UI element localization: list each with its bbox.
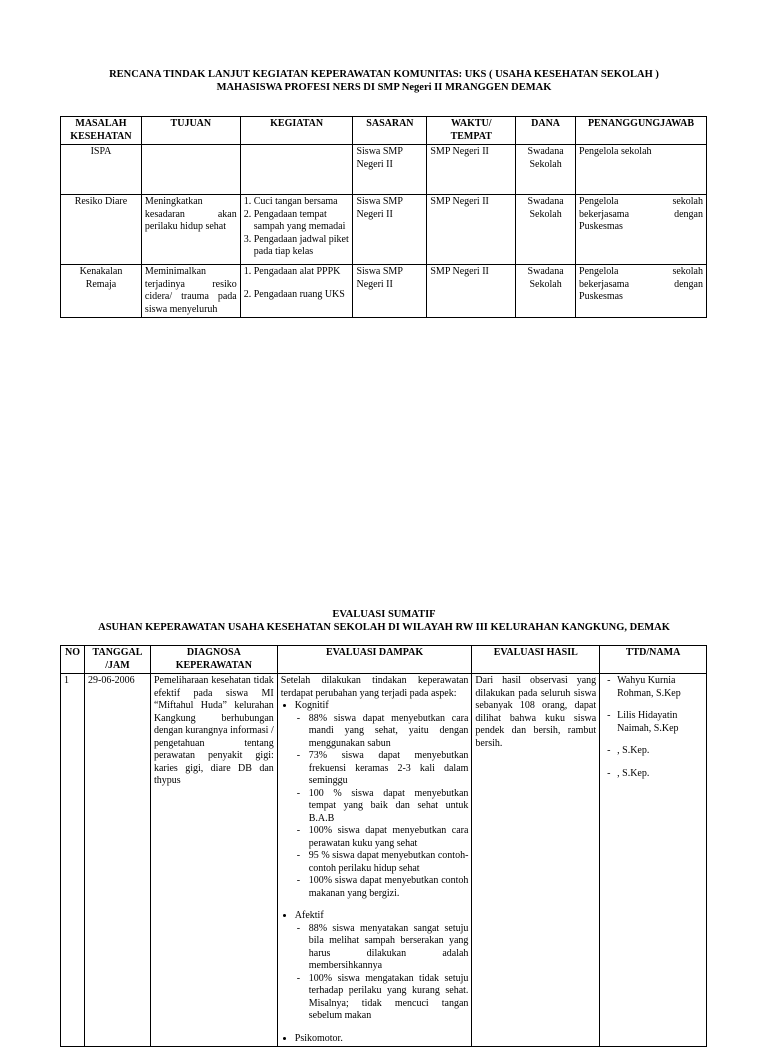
cell-evaluasi-hasil: Dari hasil observasi yang dilakukan pada seluruh siswa sebanyak 108 orang, dapat dilihat bahwa kuku siswa pendek dan bersih, rambut bersih. bbox=[472, 674, 600, 1047]
list-item: - 100 % siswa dapat menyebutkan tempat yang baik dan sehat untuk B.A.B bbox=[309, 788, 469, 826]
list-item: 3. Pengadaan jadwal piket pada tiap kelas bbox=[254, 234, 350, 259]
spacer bbox=[295, 900, 469, 910]
evaluation-table bbox=[60, 645, 707, 1047]
cell-masalah: Resiko Diare bbox=[61, 195, 142, 265]
afektif-label: Afektif bbox=[294, 910, 324, 921]
spacer bbox=[295, 1023, 469, 1033]
ttd-name: - , S.Kep. bbox=[617, 745, 703, 758]
cell-no: 1 bbox=[61, 674, 85, 1047]
table-row bbox=[61, 195, 707, 265]
plan-title bbox=[0, 68, 768, 94]
header-tujuan: TUJUAN bbox=[141, 117, 240, 145]
list-item: 1. Pengadaan alat PPPK bbox=[254, 266, 350, 279]
cell-dana: Swadana Sekolah bbox=[516, 195, 576, 265]
list-item: 2. Pengadaan ruang UKS bbox=[254, 289, 350, 302]
plan-title-line1: RENCANA TINDAK LANJUT KEGIATAN KEPERAWATAN KOMUNITAS: UKS ( USAHA KESEHATAN SEKOLAH ) bbox=[109, 69, 659, 80]
plan-table-header bbox=[61, 117, 707, 145]
plan-table bbox=[60, 116, 707, 318]
cell-kegiatan bbox=[240, 265, 353, 318]
kognitif-items bbox=[295, 713, 469, 901]
cell-evaluasi-dampak bbox=[277, 674, 472, 1047]
ttd-name: - Lilis Hidayatin Naimah, S.Kep bbox=[617, 710, 703, 735]
header-ttd-nama: TTD/NAMA bbox=[600, 646, 707, 674]
kegiatan-list bbox=[244, 196, 350, 259]
cell-kegiatan bbox=[240, 195, 353, 265]
kegiatan-list bbox=[244, 266, 350, 301]
header-masalah: MASALAH KESEHATAN bbox=[61, 117, 142, 145]
ttd-name: - Wahyu Kurnia Rohman, S.Kep bbox=[617, 675, 703, 700]
list-item: - 88% siswa menyatakan sangat setuju bila melihat sampah berserakan yang harus dilakukan adalah membersihkannya bbox=[309, 923, 469, 973]
header-waktu: WAKTU/ TEMPAT bbox=[427, 117, 516, 145]
cell-tanggal: 29-06-2006 bbox=[84, 674, 150, 1047]
header-kegiatan: KEGIATAN bbox=[240, 117, 353, 145]
kognitif-label: Kognitif bbox=[294, 700, 329, 711]
cell-penanggungjawab: Pengelola sekolah bekerjasama dengan Puskesmas bbox=[576, 195, 707, 265]
afektif-items bbox=[295, 923, 469, 1023]
header-dana: DANA bbox=[516, 117, 576, 145]
cell-sasaran: Siswa SMP Negeri II bbox=[353, 265, 427, 318]
cell-dana: Swadana Sekolah bbox=[516, 265, 576, 318]
cell-penanggungjawab: Pengelola sekolah bekerjasama dengan Puskesmas bbox=[576, 265, 707, 318]
evaluation-title bbox=[0, 608, 768, 634]
aspect-list bbox=[281, 700, 469, 1045]
header-tanggal: TANGGAL /JAM bbox=[84, 646, 150, 674]
psikomotor-label: Psikomotor. bbox=[294, 1032, 343, 1044]
cell-waktu: SMP Negeri II bbox=[427, 265, 516, 318]
list-item: - 73% siswa dapat menyebutkan frekuensi keramas 2-3 kali dalam seminggu bbox=[309, 750, 469, 788]
evaluation-title-line1: EVALUASI SUMATIF bbox=[332, 609, 436, 620]
cell-masalah: Kenakalan Remaja bbox=[61, 265, 142, 318]
list-item: - 100% siswa dapat menyebutkan contoh makanan yang bergizi. bbox=[309, 875, 469, 900]
list-item: - 100% siswa dapat menyebutkan cara perawatan kuku yang sehat bbox=[309, 825, 469, 850]
cell-tujuan bbox=[141, 145, 240, 195]
header-sasaran: SASARAN bbox=[353, 117, 427, 145]
cell-diagnosa: Pemeliharaan kesehatan tidak efektif pada siswa MI “Miftahul Huda” kelurahan Kangkung berhubungan dengan kurangnya informasi / pengetahuan tentang perawatan penyakit gigi: karies gigi, diare DB dan thypus bbox=[150, 674, 277, 1047]
evaluation-table-header bbox=[61, 646, 707, 674]
cell-tujuan: Meningkatkan kesadaran akan perilaku hidup sehat bbox=[141, 195, 240, 265]
list-item: - 95 % siswa dapat menyebutkan contoh-contoh perilaku hidup sehat bbox=[309, 850, 469, 875]
cell-sasaran: Siswa SMP Negeri II bbox=[353, 195, 427, 265]
cell-dana: Swadana Sekolah bbox=[516, 145, 576, 195]
cell-ttd-nama bbox=[600, 674, 707, 1047]
cell-masalah: ISPA bbox=[61, 145, 142, 195]
header-evaluasi-dampak: EVALUASI DAMPAK bbox=[277, 646, 472, 674]
cell-sasaran: Siswa SMP Negeri II bbox=[353, 145, 427, 195]
list-item-afektif bbox=[295, 910, 469, 1033]
list-item-psikomotor bbox=[295, 1033, 469, 1046]
list-item: - 100% siswa mengatakan tidak setuju terhadap perilaku yang kurang sehat. Misalnya; tidak mencuci tangan sebelum makan bbox=[309, 973, 469, 1023]
header-penanggungjawab: PENANGGUNGJAWAB bbox=[576, 117, 707, 145]
plan-title-line2: MAHASISWA PROFESI NERS DI SMP Negeri II MRANGGEN DEMAK bbox=[216, 82, 552, 93]
cell-waktu: SMP Negeri II bbox=[427, 195, 516, 265]
list-item: 1. Cuci tangan bersama bbox=[254, 196, 350, 209]
cell-penanggungjawab: Pengelola sekolah bbox=[576, 145, 707, 195]
header-evaluasi-hasil: EVALUASI HASIL bbox=[472, 646, 600, 674]
list-item: 2. Pengadaan tempat sampah yang memadai bbox=[254, 209, 350, 234]
evaluation-title-line2: ASUHAN KEPERAWATAN USAHA KESEHATAN SEKOLAH DI WILAYAH RW III KELURAHAN KANGKUNG, DEMAK bbox=[98, 622, 670, 633]
ttd-name: - , S.Kep. bbox=[617, 768, 703, 781]
list-item-kognitif bbox=[295, 700, 469, 910]
dampak-intro: Setelah dilakukan tindakan keperawatan terdapat perubahan yang terjadi pada aspek: bbox=[280, 675, 469, 699]
header-diagnosa: DIAGNOSA KEPERAWATAN bbox=[150, 646, 277, 674]
table-row bbox=[61, 265, 707, 318]
cell-waktu: SMP Negeri II bbox=[427, 145, 516, 195]
ttd-list bbox=[603, 675, 703, 780]
header-no: NO bbox=[61, 646, 85, 674]
table-row bbox=[61, 674, 707, 1047]
cell-tujuan: Meminimalkan terjadinya resiko cidera/ trauma pada siswa menyeluruh bbox=[141, 265, 240, 318]
cell-kegiatan bbox=[240, 145, 353, 195]
list-item: - 88% siswa dapat menyebutkan cara mandi yang sehat, yaitu dengan menggunakan sabun bbox=[309, 713, 469, 751]
table-row bbox=[61, 145, 707, 195]
